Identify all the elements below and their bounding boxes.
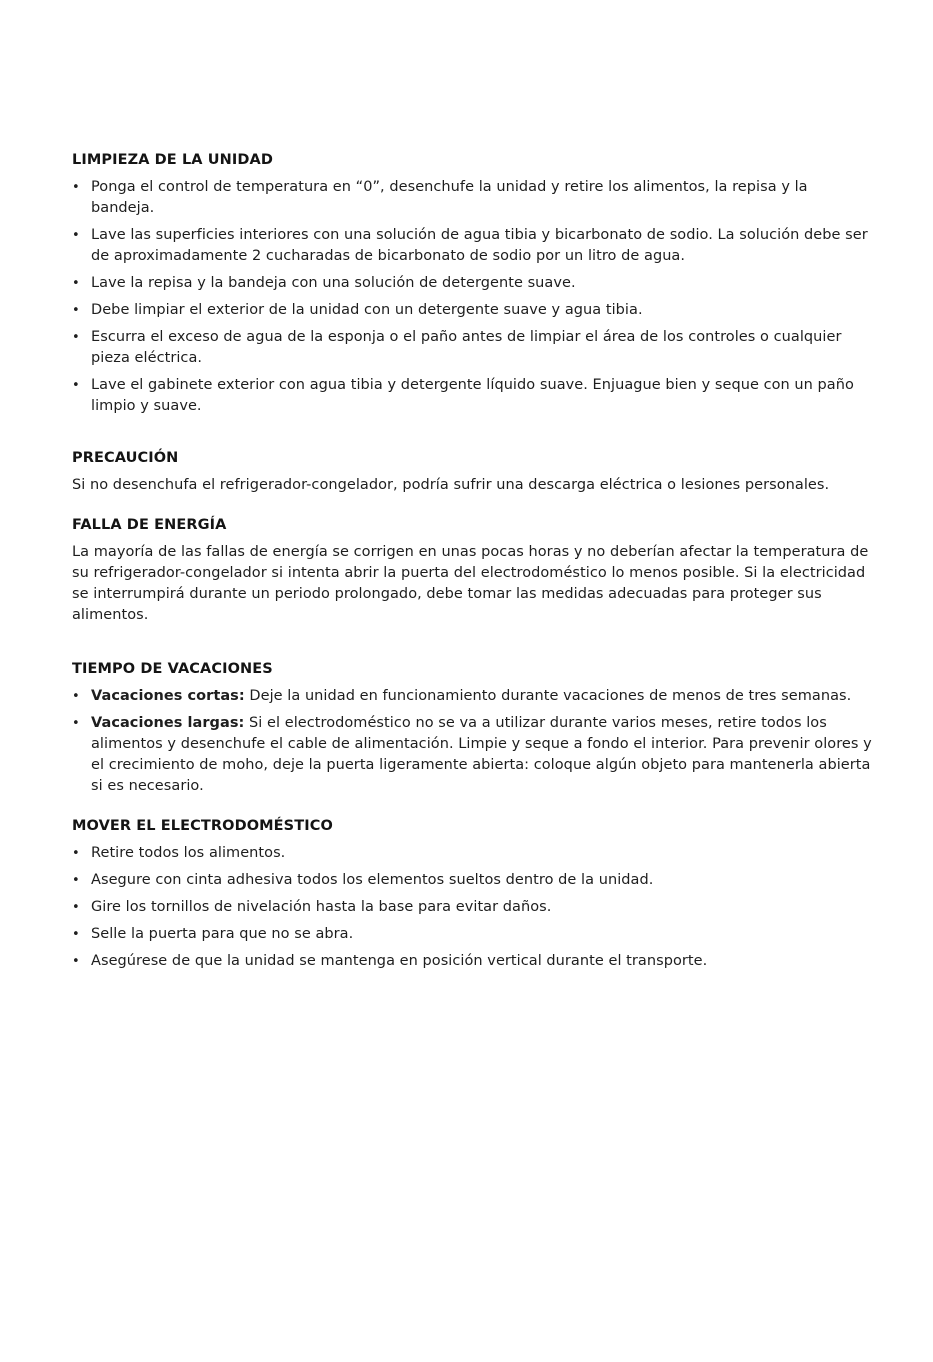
list-item-text: Si el electrodoméstico no se va a utilizar durante varios meses, retire todos los alimentos y desenchufe el cable de alimentación. Limpie y seque a fondo el interior. Para prevenir olores y el crecimiento de moho, deje la puerta ligeramente abierta: coloque algún objeto para mantenerla abierta si es necesario. — [91, 715, 872, 794]
vacation-list — [72, 686, 872, 797]
bullet-icon: • — [72, 378, 80, 393]
list-item — [72, 225, 872, 267]
caution-section — [72, 448, 872, 496]
bullet-icon: • — [72, 846, 80, 861]
vacation-heading: TIEMPO DE VACACIONES — [72, 661, 273, 677]
list-item — [72, 897, 872, 918]
bullet-icon: • — [72, 180, 80, 195]
list-item-text: Asegure con cinta adhesiva todos los elementos sueltos dentro de la unidad. — [91, 872, 654, 888]
list-item — [72, 951, 872, 972]
list-item — [72, 327, 872, 369]
bullet-icon: • — [72, 303, 80, 318]
list-item-text: Ponga el control de temperatura en “0”, desenchufe la unidad y retire los alimentos, la repisa y la bandeja. — [91, 179, 808, 216]
power-failure-text: La mayoría de las fallas de energía se corrigen en unas pocas horas y no deberían afectar la temperatura de su refrigerador-congelador si intenta abrir la puerta del electrodoméstico lo menos posible. Si la electricidad se interrumpirá durante un periodo prolongado, debe tomar las medidas adecuadas para proteger sus alimentos. — [72, 544, 869, 623]
list-item-text: Lave la repisa y la bandeja con una solución de detergente suave. — [91, 275, 576, 291]
list-item-text: Asegúrese de que la unidad se mantenga en posición vertical durante el transporte. — [91, 953, 708, 969]
power-failure-heading: FALLA DE ENERGÍA — [72, 517, 227, 533]
bullet-icon: • — [72, 716, 80, 731]
bullet-icon: • — [72, 228, 80, 243]
vacation-section — [72, 659, 872, 797]
list-item — [72, 300, 872, 321]
list-item-term: Vacaciones largas: — [91, 715, 245, 731]
list-item — [72, 924, 872, 945]
moving-list — [72, 843, 872, 972]
bullet-icon: • — [72, 689, 80, 704]
bullet-icon: • — [72, 927, 80, 942]
list-item — [72, 686, 872, 707]
list-item — [72, 273, 872, 294]
list-item-text: Gire los tornillos de nivelación hasta la base para evitar daños. — [91, 899, 552, 915]
list-item-text: Debe limpiar el exterior de la unidad con un detergente suave y agua tibia. — [91, 302, 643, 318]
list-item — [72, 870, 872, 891]
list-item-text: Escurra el exceso de agua de la esponja o el paño antes de limpiar el área de los controles o cualquier pieza eléctrica. — [91, 329, 842, 366]
cleaning-heading: LIMPIEZA DE LA UNIDAD — [72, 152, 273, 168]
list-item-text: Lave el gabinete exterior con agua tibia y detergente líquido suave. Enjuague bien y seque con un paño limpio y suave. — [91, 377, 854, 414]
list-item-text: Retire todos los alimentos. — [91, 845, 286, 861]
power-failure-section — [72, 515, 872, 626]
bullet-icon: • — [72, 954, 80, 969]
bullet-icon: • — [72, 330, 80, 345]
list-item-text: Lave las superficies interiores con una solución de agua tibia y bicarbonato de sodio. La solución debe ser de aproximadamente 2 cucharadas de bicarbonato de sodio por un litro de agua. — [91, 227, 868, 264]
caution-heading: PRECAUCIÓN — [72, 450, 179, 466]
bullet-icon: • — [72, 276, 80, 291]
list-item-text: Selle la puerta para que no se abra. — [91, 926, 354, 942]
moving-heading: MOVER EL ELECTRODOMÉSTICO — [72, 818, 333, 834]
list-item — [72, 713, 872, 797]
list-item — [72, 177, 872, 219]
cleaning-list — [72, 177, 872, 417]
caution-text: Si no desenchufa el refrigerador-congelador, podría sufrir una descarga eléctrica o lesiones personales. — [72, 477, 830, 493]
list-item — [72, 843, 872, 864]
list-item-text: Deje la unidad en funcionamiento durante vacaciones de menos de tres semanas. — [244, 688, 852, 704]
cleaning-section — [72, 150, 872, 417]
bullet-icon: • — [72, 873, 80, 888]
list-item — [72, 375, 872, 417]
list-item-term: Vacaciones cortas: — [91, 688, 245, 704]
bullet-icon: • — [72, 900, 80, 915]
moving-section — [72, 816, 872, 972]
manual-page — [72, 150, 872, 978]
